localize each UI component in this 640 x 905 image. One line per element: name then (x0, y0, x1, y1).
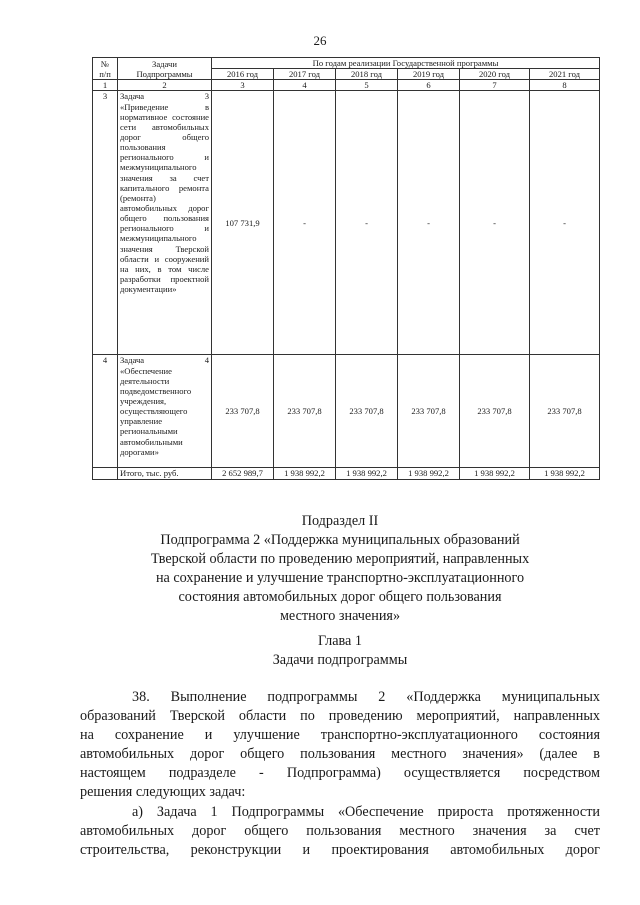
column-number: 4 (274, 80, 336, 91)
paragraph-line: на сохранение и улучшение транспортно-эксплуатационного состояния (80, 727, 600, 743)
item-line: а) Задача 1 Подпрограммы «Обеспечение прироста протяженности (132, 804, 600, 820)
header-year: 2021 год (530, 69, 600, 80)
task-text: «Приведение в нормативное состояние сети автомобильных дорог общего пользования регионального и межмуниципального значения за счет капитального ремонта (ремонта) автомобильных дорог общего пользования регионального и межмуниципального значения Тверской области и сооружений на них, в том числе разработки проектной документации» (120, 101, 209, 295)
total-value: 1 938 992,2 (398, 468, 460, 479)
cell-value: 233 707,8 (274, 355, 336, 468)
subsection-heading (80, 512, 600, 626)
header-year: 2017 год (274, 69, 336, 80)
row-number: 4 (93, 355, 118, 468)
subsection-label: Подраздел II (301, 513, 379, 529)
task-cell (118, 355, 212, 468)
budget-table (92, 57, 600, 480)
paragraph-38 (80, 688, 600, 802)
task-label-row (120, 355, 209, 365)
cell-value: - (336, 91, 398, 355)
cell-value: - (398, 91, 460, 355)
cell-value: - (530, 91, 600, 355)
cell-value: 233 707,8 (212, 355, 274, 468)
page-number: 26 (313, 33, 327, 48)
total-row (93, 468, 600, 479)
header-col-task-line2: Подпрограммы (136, 68, 193, 79)
table-numbering-row (93, 80, 600, 91)
task-label: Задача (120, 91, 145, 102)
cell-value: 233 707,8 (336, 355, 398, 468)
header-year: 2018 год (336, 69, 398, 80)
subsection-title-line: местного значения» (279, 608, 401, 624)
column-number: 2 (118, 80, 212, 91)
total-row-empty (93, 468, 118, 479)
task-text: «Обеспечение деятельности подведомственного учреждения, осуществляющего управление региональными автомобильными дорогами» (120, 365, 192, 457)
task-label: Задача (120, 355, 145, 366)
task-label-row (120, 91, 209, 101)
header-col-no-line2: п/п (99, 68, 111, 79)
paragraph-line: настоящем подразделе - Подпрограмма) осуществляется посредством (80, 765, 600, 781)
cell-value: 233 707,8 (460, 355, 530, 468)
paragraph-line: 38. Выполнение подпрограммы 2 «Поддержка муниципальных (132, 689, 600, 705)
row-number: 3 (93, 91, 118, 355)
cell-value: 233 707,8 (530, 355, 600, 468)
total-value: 1 938 992,2 (460, 468, 530, 479)
column-number: 3 (212, 80, 274, 91)
table-row (93, 355, 600, 468)
column-number: 8 (530, 80, 600, 91)
header-col-no (93, 58, 118, 80)
cell-value: 233 707,8 (398, 355, 460, 468)
chapter-heading (80, 632, 600, 670)
subsection-title-line: Подпрограмма 2 «Поддержка муниципальных образований (160, 532, 520, 548)
item-a (80, 803, 600, 860)
task-cell (118, 91, 212, 355)
task-number: 4 (204, 355, 209, 366)
paragraph-line: решения следующих задач: (80, 784, 246, 800)
total-label: Итого, тыс. руб. (118, 468, 212, 479)
table-header-row (93, 58, 600, 69)
paragraph-line: автомобильных дорог общего пользования местного значения» (далее в (80, 746, 600, 762)
total-value: 1 938 992,2 (530, 468, 600, 479)
cell-value: - (460, 91, 530, 355)
header-year: 2019 год (398, 69, 460, 80)
cell-value: 107 731,9 (212, 91, 274, 355)
total-value: 2 652 989,7 (212, 468, 274, 479)
header-col-task-line1: Задачи (152, 58, 177, 69)
total-value: 1 938 992,2 (336, 468, 398, 479)
subsection-title-line: Тверской области по проведению мероприятий, направленных (150, 551, 530, 567)
chapter-title: Задачи подпрограммы (272, 652, 408, 668)
column-number: 5 (336, 80, 398, 91)
chapter-label: Глава 1 (318, 633, 362, 649)
item-line: автомобильных дорог общего пользования местного значения за счет (80, 823, 600, 839)
table-row (93, 91, 600, 355)
item-line: строительства, реконструкции и проектирования автомобильных дорог (80, 842, 600, 858)
header-years-group: По годам реализации Государственной программы (212, 58, 600, 69)
cell-value: - (274, 91, 336, 355)
column-number: 6 (398, 80, 460, 91)
paragraph-line: образований Тверской области по проведению мероприятий, направленных (80, 708, 600, 724)
task-number: 3 (204, 91, 209, 102)
subsection-title-line: состояния автомобильных дорог общего пользования (178, 589, 502, 605)
total-value: 1 938 992,2 (274, 468, 336, 479)
header-year: 2020 год (460, 69, 530, 80)
header-year: 2016 год (212, 69, 274, 80)
column-number: 7 (460, 80, 530, 91)
header-col-task (118, 58, 212, 80)
subsection-title-line: на сохранение и улучшение транспортно-эксплуатационного (155, 570, 525, 586)
header-col-no-line1: № (100, 58, 110, 69)
column-number: 1 (93, 80, 118, 91)
